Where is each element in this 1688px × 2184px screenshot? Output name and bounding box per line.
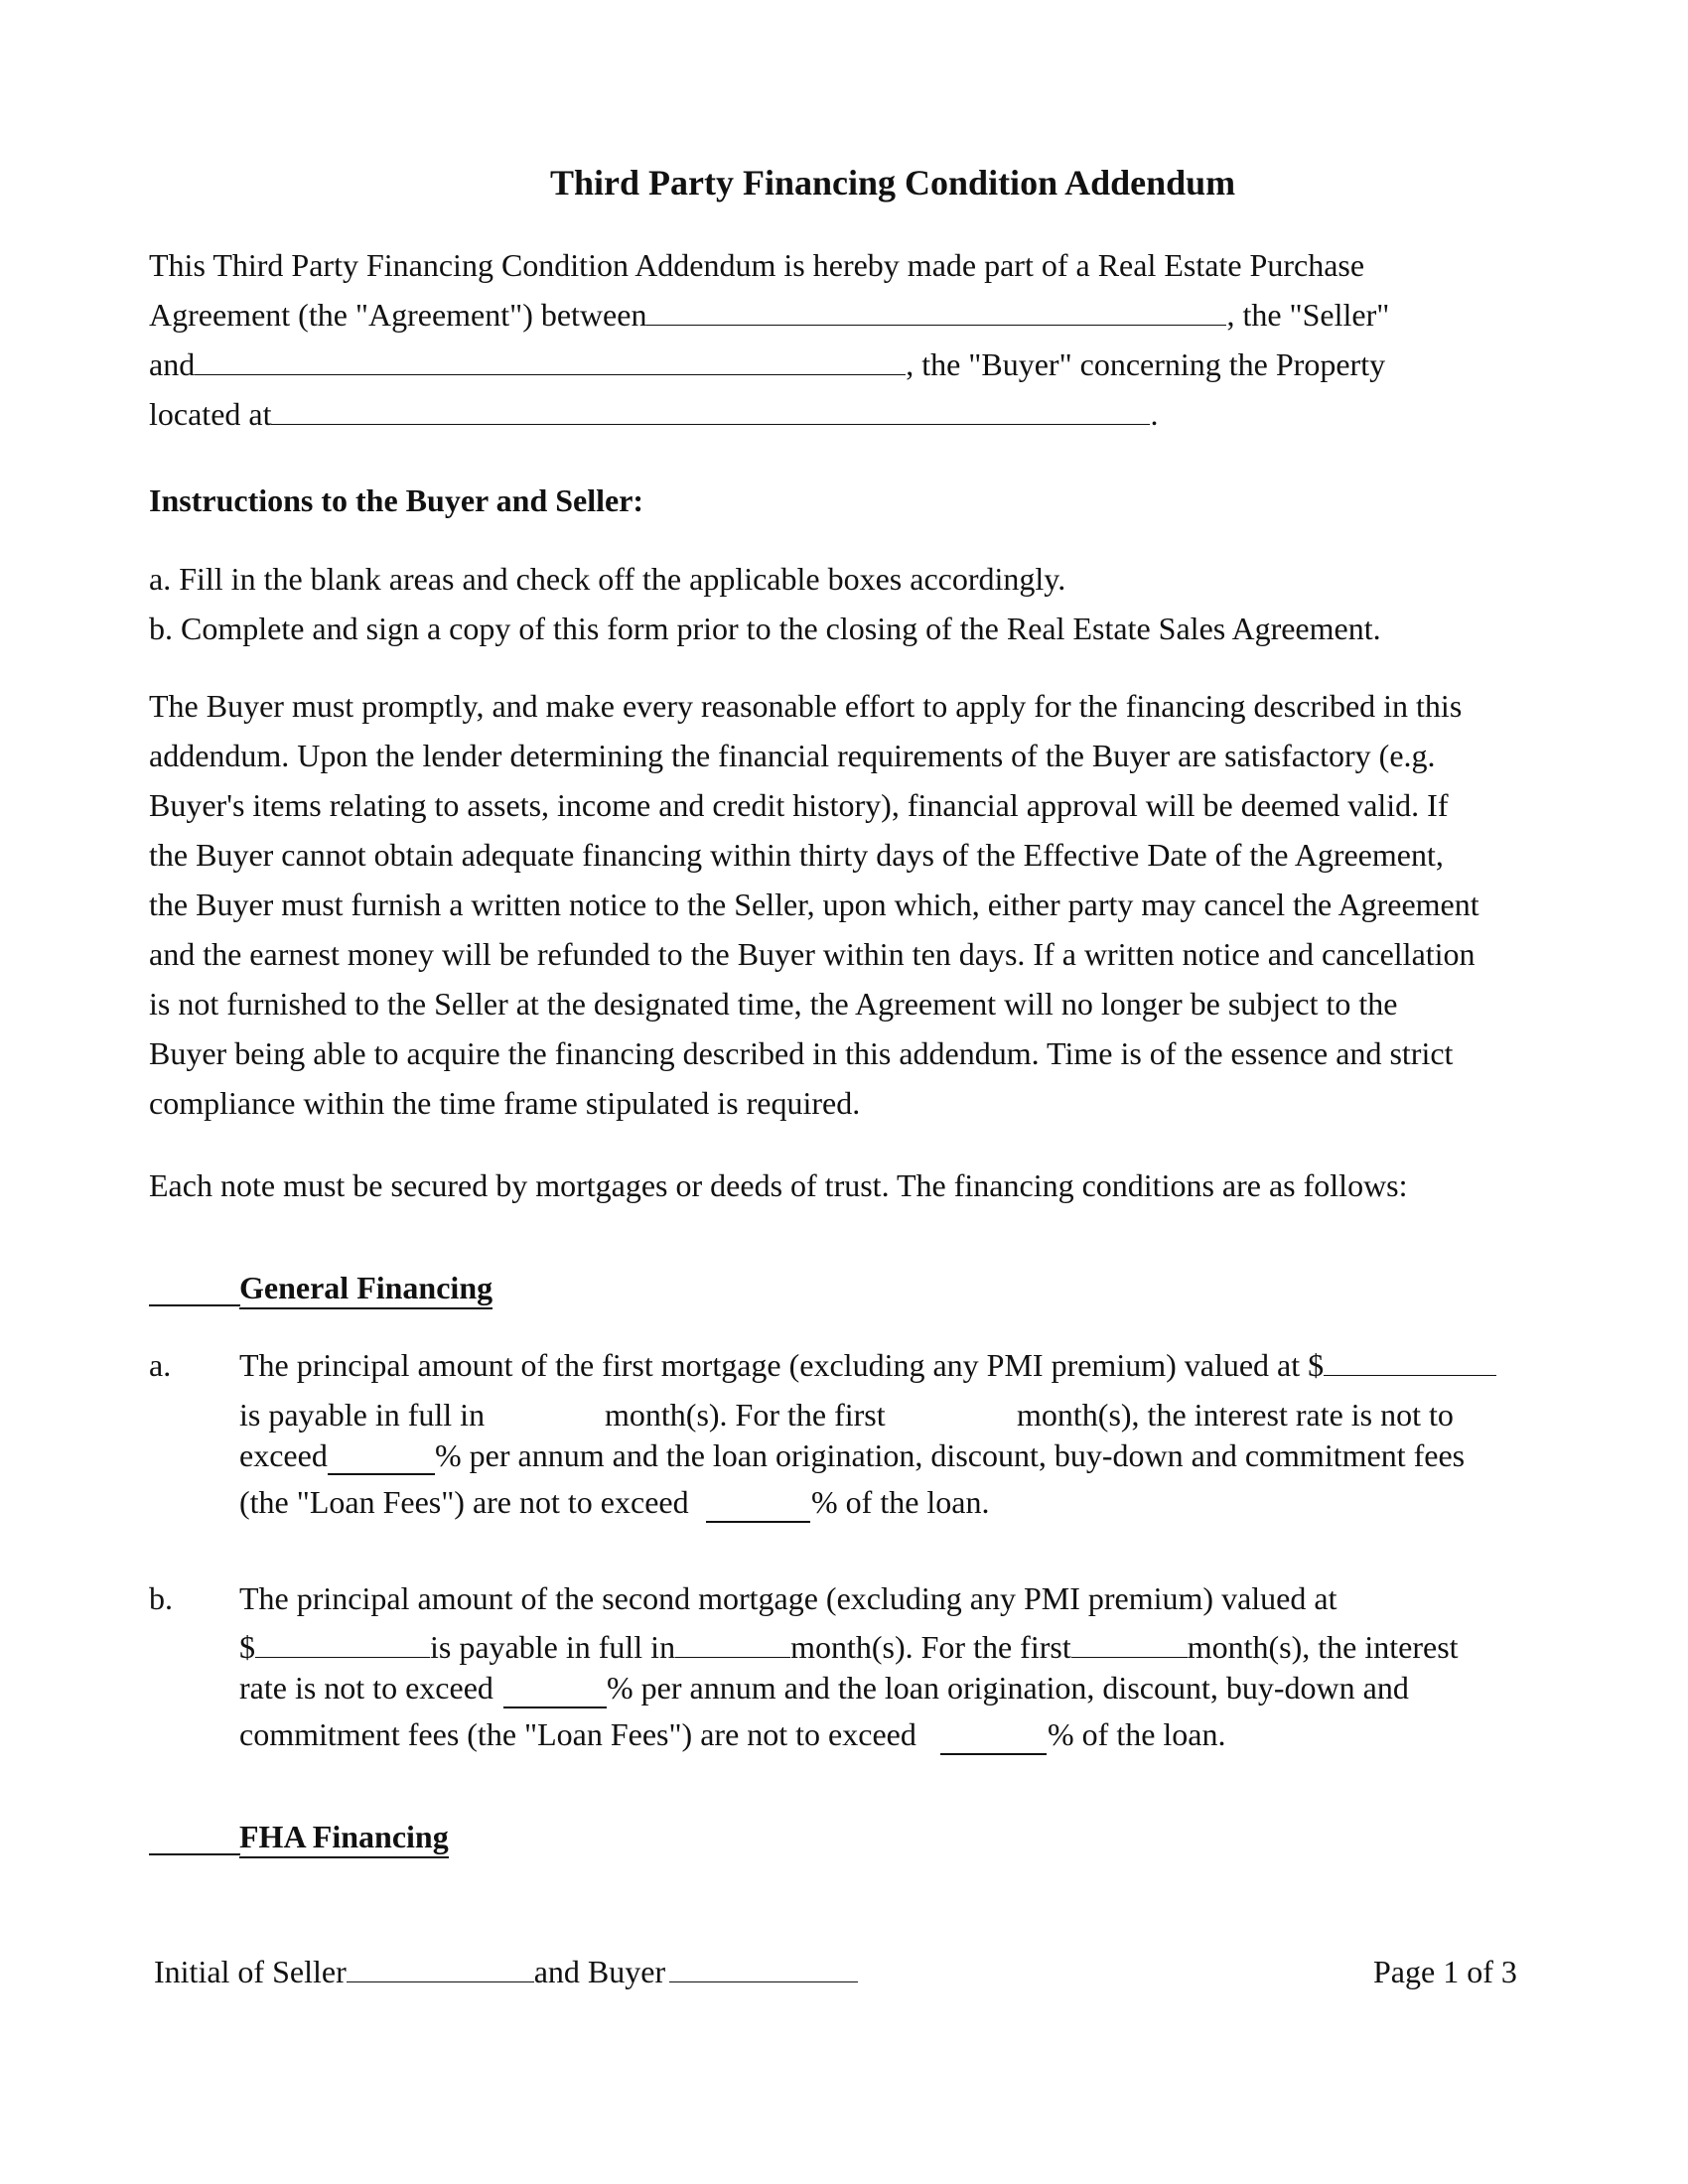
intro-line-4 [149, 398, 1158, 430]
first-mortgage-rate-field[interactable] [328, 1473, 435, 1475]
item-b-marker: b. [149, 1580, 173, 1616]
item-a-payable-text: is payable in full in [239, 1397, 486, 1433]
footer-initials [154, 1956, 858, 1987]
second-mortgage-term-field[interactable] [675, 1633, 790, 1658]
general-financing-checkbox-line[interactable] [149, 1304, 240, 1306]
located-at-text: located at [149, 396, 272, 432]
seller-label: , the "Seller" [1226, 297, 1390, 333]
fha-financing-checkbox-line[interactable] [149, 1853, 240, 1855]
and-buyer-label: and Buyer [533, 1954, 666, 1989]
intro-line-3 [149, 348, 1385, 380]
buyer-label: , the "Buyer" concerning the Property [906, 346, 1386, 382]
instruction-item-b: b. Complete and sign a copy of this form prior to the closing of the Real Estate Sales Agreement. [149, 611, 1381, 646]
instruction-item-a: a. Fill in the blank areas and check off the applicable boxes accordingly. [149, 561, 1066, 597]
fha-financing-heading: FHA Financing [239, 1821, 449, 1858]
item-b-fees-text: % per annum and the loan origination, discount, buy-down and [607, 1670, 1409, 1706]
body-line: is not furnished to the Seller at the designated time, the Agreement will no longer be subject to the [149, 986, 1398, 1022]
second-mortgage-amount-field[interactable] [255, 1633, 430, 1658]
body-line: the Buyer must furnish a written notice to the Seller, upon which, either party may cancel the Agreement [149, 887, 1479, 922]
initial-seller-label: Initial of Seller [154, 1954, 347, 1989]
item-b-rate-text: rate is not to exceed [239, 1670, 493, 1706]
item-a-first-text: month(s). For the first [605, 1397, 886, 1433]
second-mortgage-rate-field[interactable] [503, 1706, 607, 1708]
property-address-field[interactable] [271, 400, 1150, 425]
body-line: the Buyer cannot obtain adequate financing within thirty days of the Effective Date of the Agreement, [149, 837, 1444, 873]
item-a-marker: a. [149, 1347, 172, 1383]
buyer-name-field[interactable] [195, 350, 906, 375]
body-line: addendum. Upon the lender determining the financial requirements of the Buyer are satisfactory (e.g. [149, 738, 1436, 773]
second-mortgage-period-field[interactable] [1071, 1633, 1188, 1658]
item-a-text: The principal amount of the first mortgage (excluding any PMI premium) valued at $ [239, 1347, 1325, 1383]
item-b-loan-fees-text: commitment fees (the "Loan Fees") are not to exceed [239, 1716, 916, 1752]
item-a-loan-fees-text: (the "Loan Fees") are not to exceed [239, 1484, 689, 1520]
page-number: Page 1 of 3 [1373, 1954, 1517, 1989]
document-title: Third Party Financing Condition Addendum [550, 163, 1236, 203]
item-a-fees-text: % per annum and the loan origination, discount, buy-down and commitment fees [435, 1437, 1466, 1473]
body-line: Buyer's items relating to assets, income and credit history), financial approval will be deemed valid. If [149, 787, 1449, 823]
body-line: The Buyer must promptly, and make every reasonable effort to apply for the financing described in this [149, 688, 1463, 724]
body-line: and the earnest money will be refunded to the Buyer within ten days. If a written notice and cancellation [149, 936, 1476, 972]
buyer-initial-field[interactable] [669, 1958, 858, 1982]
item-a-percent-text: % of the loan. [811, 1484, 990, 1520]
item-b-line-1: The principal amount of the second mortgage (excluding any PMI premium) valued at [239, 1580, 1337, 1616]
general-financing-heading: General Financing [239, 1272, 492, 1309]
item-a-line-1 [239, 1349, 1496, 1381]
second-mortgage-fees-field[interactable] [940, 1753, 1047, 1755]
body-line: Buyer being able to acquire the financing described in this addendum. Time is of the essence and strict [149, 1035, 1454, 1071]
seller-initial-field[interactable] [347, 1958, 534, 1982]
intro-line-2 [149, 299, 1389, 331]
item-b-percent-text: % of the loan. [1048, 1716, 1226, 1752]
item-b-line-2: $ is payable in full in month(s). For the first month(s), the interest [239, 1629, 1459, 1665]
conditions-intro: Each note must be secured by mortgages or deeds of trust. The financing conditions are as follows: [149, 1167, 1408, 1203]
intro-period: . [1150, 396, 1159, 432]
seller-name-field[interactable] [646, 301, 1226, 326]
intro-and-text: and [149, 346, 196, 382]
first-mortgage-fees-field[interactable] [706, 1521, 810, 1523]
first-mortgage-amount-field[interactable] [1324, 1351, 1496, 1376]
intro-between-text: Agreement (the "Agreement") between [149, 297, 647, 333]
item-a-interest-text: month(s), the interest rate is not to [1017, 1397, 1454, 1433]
item-a-exceed-text: exceed [239, 1437, 328, 1473]
intro-line-1: This Third Party Financing Condition Addendum is hereby made part of a Real Estate Purchase [149, 247, 1365, 283]
instructions-heading: Instructions to the Buyer and Seller: [149, 482, 644, 518]
body-line: compliance within the time frame stipulated is required. [149, 1085, 861, 1121]
